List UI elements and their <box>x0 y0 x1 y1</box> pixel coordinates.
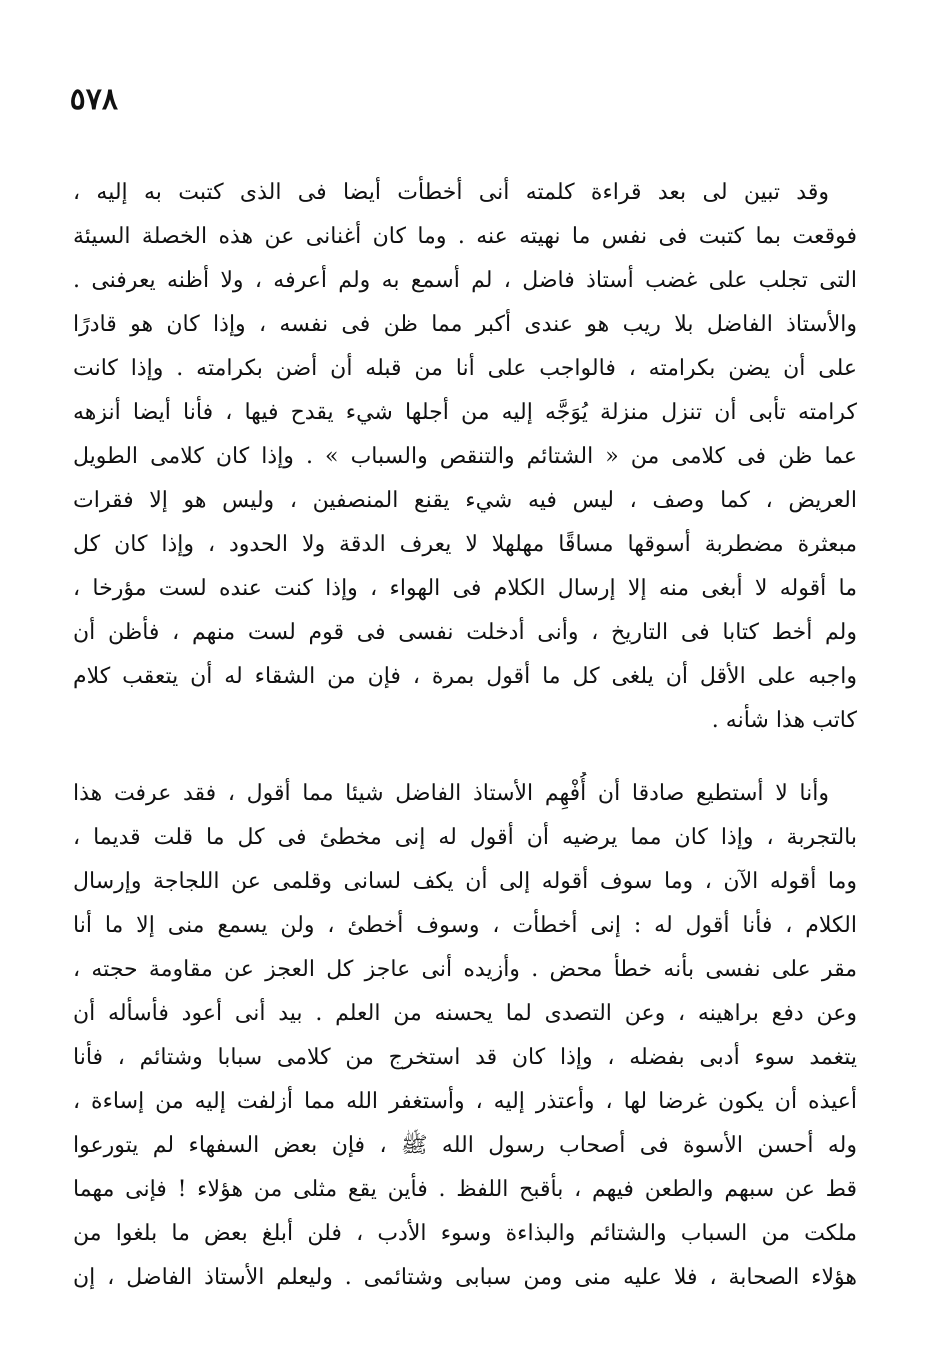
text-line: ملكت من السباب والشتائم والبذاءة وسوء الأدب ، فلن أبلغ بعض ما بلغوا من <box>73 1221 857 1246</box>
paragraph-1 <box>73 171 857 743</box>
text-line: عما ظن فى كلامى من « الشتائم والتنقص والسباب » . وإذا كان كلامى الطويل <box>73 444 857 469</box>
text-line: وعن دفع براهينه ، وعن التصدى لما يحسنه من العلم . بيد أنى أعود فأسأله أن <box>73 1001 857 1026</box>
text-line: واجبه على الأقل أن يلغى كل ما أقول بمرة ، فإن من الشقاء له أن يتعقب كلام <box>73 664 857 689</box>
text-line: قط عن سبهم والطعن فيهم ، بأقبح اللفظ . فأين يقع مثلى من هؤلاء ! فإنى مهما <box>73 1177 857 1202</box>
text-line: كرامته تأبى أن تنزل منزلة يُوَجَّه إليه من أجلها شيء يقدح فيها ، فأنا أيضا أنزهه <box>73 400 857 425</box>
text-line: فوقعت بما كتبت فى نفس ما نهيته عنه . وما كان أغنانى عن هذه الخصلة السيئة <box>73 224 857 249</box>
text-line: التى تجلب على غضب أستاذ فاضل ، لم أسمع به ولم أعرفه ، ولا أظنه يعرفنى . <box>73 268 857 293</box>
text-line: على أن يضن بكرامته ، فالواجب على أنا من قبله أن أضن بكرامته . وإذا كانت <box>73 356 857 381</box>
text-line: الكلام ، فأنا أقول له : إنى أخطأت ، وسوف أخطئ ، ولن يسمع منى إلا ما أنا <box>73 913 857 938</box>
text-line: ما أقوله لا أبغى منه إلا إرسال الكلام فى الهواء ، وإذا كنت عنده لست مؤرخا ، <box>73 576 857 601</box>
page-number: ٥٧٨ <box>69 82 118 117</box>
text-line: وما أقوله الآن ، وما سوف أقوله إلى أن يكف لسانى وقلمى عن اللجاجة وإرسال <box>73 869 857 894</box>
text-line: وله أحسن الأسوة فى أصحاب رسول الله ﷺ ، فإن بعض السفهاء لم يتورعوا <box>73 1133 857 1158</box>
text-line: يتغمد سوء أدبى بفضله ، وإذا كان قد استخرج من كلامى سبابا وشتائم ، فأنا <box>73 1045 857 1070</box>
text-line: وأنا لا أستطيع صادقا أن أُفْهِم الأستاذ الفاضل شيئا مما أقول ، فقد عرفت هذا <box>73 781 829 806</box>
text-line: وقد تبين لى بعد قراءة كلمته أنى أخطأت أيضا فى الذى كتبت به إليه ، <box>73 180 829 205</box>
text-line: هؤلاء الصحابة ، فلا عليه منى ومن سبابى وشتائمى . وليعلم الأستاذ الفاضل ، إن <box>73 1265 857 1290</box>
text-line: أعيذه أن يكون غرضا لها ، وأعتذر إليه ، وأستغفر الله مما أزلفت إليه من إساءة ، <box>73 1089 857 1114</box>
text-line: كاتب هذا شأنه . <box>711 708 857 733</box>
text-line: بالتجربة ، وإذا كان مما يرضيه أن أقول له إنى مخطئ فى كل ما قلت قديما ، <box>73 825 857 850</box>
paragraph-2 <box>73 772 857 1300</box>
text-line: والأستاذ الفاضل بلا ريب هو عندى أكبر مما ظن فى نفسه ، وإذا كان هو قادرًا <box>73 312 857 337</box>
text-line: العريض ، كما وصف ، ليس فيه شيء يقنع المنصفين ، وليس هو إلا فقرات <box>73 488 857 513</box>
text-line: ولم أخط كتابا فى التاريخ ، وأنى أدخلت نفسى فى قوم لست منهم ، فأظن أن <box>73 620 857 645</box>
text-line: مبعثرة مضطربة أسوقها مساقًا مهلهلا لا يعرف الدقة ولا الحدود ، وإذا كان كل <box>73 532 857 557</box>
text-line: مقر على نفسى بأنه خطأ محض . وأزيده أنى عاجز كل العجز عن مقاومة حجته ، <box>73 957 857 982</box>
